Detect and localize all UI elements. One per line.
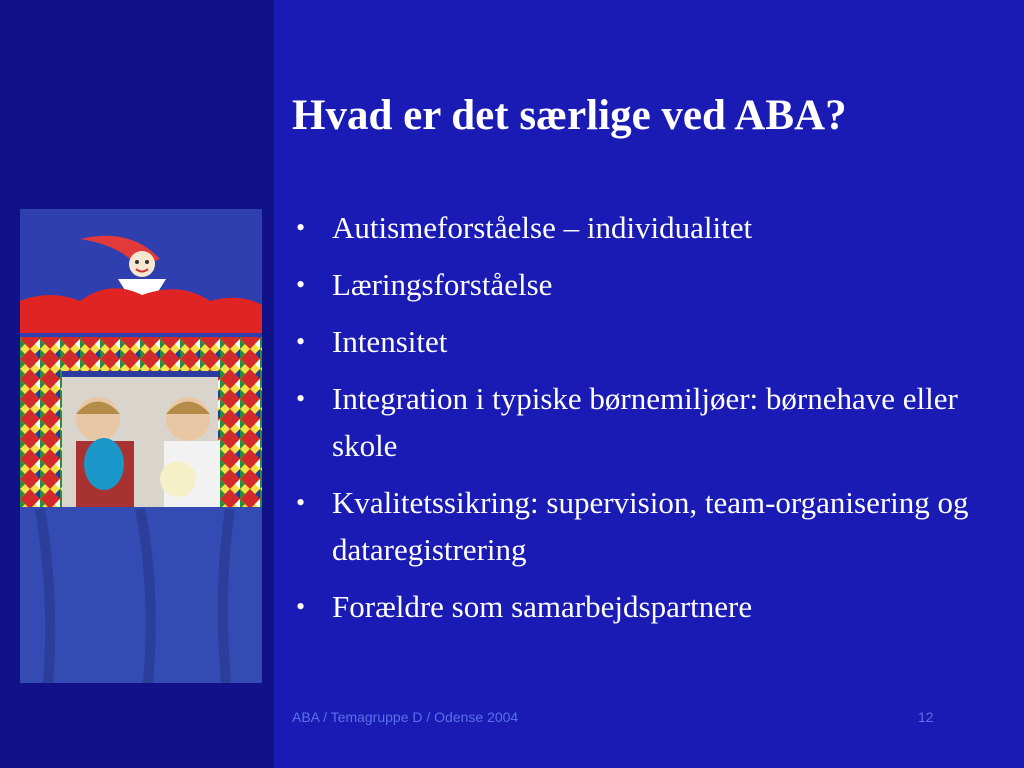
bullet-item (292, 318, 992, 365)
bullet-icon: • (296, 592, 306, 621)
bullet-icon: • (296, 327, 306, 356)
puppet-theater-photo (20, 209, 262, 683)
bullet-list (292, 204, 992, 640)
bullet-icon: • (296, 488, 306, 517)
slide-title: Hvad er det særlige ved ABA? (292, 92, 847, 139)
bullet-item (292, 261, 992, 308)
footer-text: ABA / Temagruppe D / Odense 2004 (292, 709, 519, 725)
bullet-text: Læringsforståelse (332, 267, 553, 302)
page-number: 12 (918, 709, 934, 725)
bullet-text: Intensitet (332, 324, 448, 359)
bullet-text: Autismeforståelse – individualitet (332, 210, 753, 245)
bullet-item (292, 204, 992, 251)
bullet-icon: • (296, 384, 306, 413)
bullet-icon: • (296, 213, 306, 242)
bullet-text: Kvalitetssikring: supervision, team-organisering og dataregistrering (332, 485, 969, 567)
bullet-icon: • (296, 270, 306, 299)
bullet-item (292, 583, 992, 630)
bullet-text: Integration i typiske børnemiljøer: børnehave eller skole (332, 381, 958, 463)
bullet-text: Forældre som samarbejdspartnere (332, 589, 753, 624)
bullet-item (292, 375, 992, 469)
bullet-item (292, 479, 992, 573)
